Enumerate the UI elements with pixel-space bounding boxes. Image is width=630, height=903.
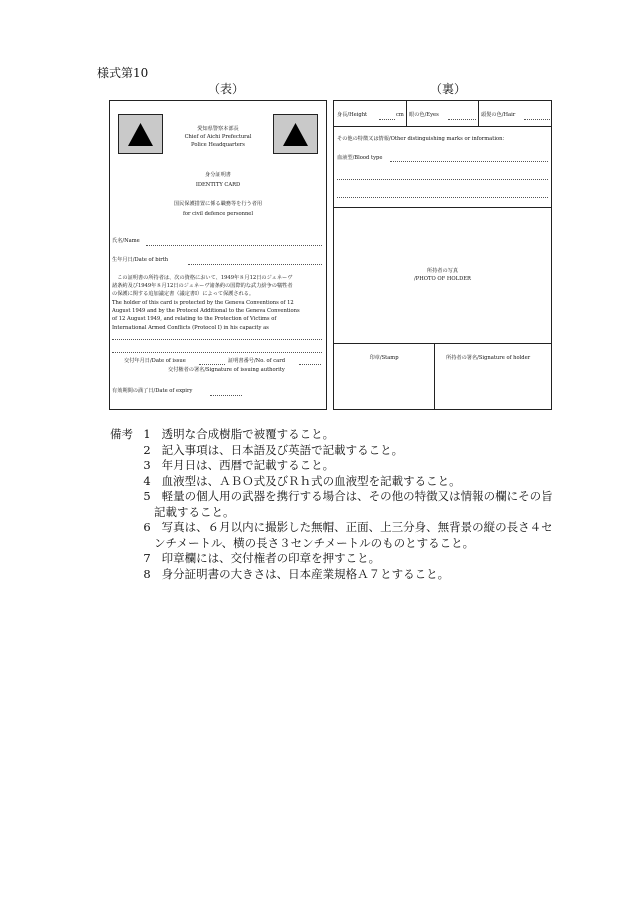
blood-type-field[interactable] (390, 161, 548, 162)
note-item-7: 7 印章欄には、交付権者の印章を押すこと。 (143, 551, 381, 565)
photo-label-ja: 所持者の写真 (426, 268, 459, 274)
issuer-en-1: Chief of Aichi Prefectural (184, 134, 252, 140)
divider (406, 101, 407, 126)
card-subtitle-ja: 国民保護措置に係る職務等を行う者用 (173, 201, 263, 207)
note-item-5-continued: 記載すること。 (154, 504, 235, 519)
emblem-left (118, 114, 163, 154)
name-label: 氏名/Name (112, 238, 140, 244)
expiry-field[interactable] (210, 395, 242, 396)
note-item-3: 3 年月日は、西暦で記載すること。 (143, 458, 335, 472)
issuer-en-2: Police Headquarters (191, 142, 245, 148)
note-item-2: 2 記入事項は、日本語及び英語で記載すること。 (143, 442, 404, 457)
divider (334, 126, 551, 127)
body-ja-line-1: この証明書の所持者は、次の資格において、1949年８月12日のジュネーヴ (112, 275, 293, 281)
card-back (333, 100, 552, 410)
body-ja-line-3: の保護に関する追加議定書（議定書Ⅰ）によって保護される。 (112, 291, 255, 297)
issuer-signature-label: 交付権者の署名/Signature of issuing authority (168, 367, 285, 373)
capacity-line-1[interactable] (112, 339, 322, 340)
issue-date-field[interactable] (199, 364, 225, 365)
photo-label-en: /PHOTO OF HOLDER (414, 276, 471, 282)
blood-type-label: 血液型/Blood type (337, 155, 383, 161)
body-ja-line-2: 諸条約及び1949年８月12日のジュネーヴ諸条約の国際的な武力紛争の犠牲者 (112, 283, 293, 289)
marks-line-2[interactable] (337, 197, 548, 198)
marks-line-1[interactable] (337, 179, 548, 180)
divider (334, 207, 551, 208)
dob-field[interactable] (188, 264, 322, 265)
issue-date-label: 交付年月日/Date of issue (124, 358, 186, 364)
notes-heading: 備考 (110, 427, 133, 441)
front-side-label: （表） (208, 82, 245, 96)
back-side-label: （裏） (430, 82, 467, 96)
form-number: 様式第10 (97, 66, 149, 80)
triangle-emblem-icon (119, 115, 162, 153)
height-label: 身長/Height (337, 112, 368, 118)
card-number-field[interactable] (299, 364, 321, 365)
body-en-line-1: The holder of this card is protected by the Geneva Conventions of 12 (112, 300, 294, 306)
note-item-6: 6 写真は、６月以内に撮影した無帽、正面、上三分身、無背景の縦の長さ４セ (143, 520, 553, 534)
card-subtitle-en: for civil defence personnel (182, 211, 254, 217)
name-field[interactable] (146, 245, 322, 246)
eyes-field[interactable] (448, 119, 476, 120)
notes-section (110, 427, 600, 587)
card-title-en: IDENTITY CARD (195, 182, 241, 188)
note-item-5: 5 軽量の個人用の武器を携行する場合は、その他の特徴又は情報の欄にその旨 (143, 489, 553, 503)
expiry-label: 有効期間の満了日/Date of expiry (112, 388, 193, 394)
card-front (109, 100, 327, 410)
height-unit: cm (396, 112, 404, 118)
height-field[interactable] (379, 119, 395, 120)
emblem-right (273, 114, 318, 154)
triangle-emblem-icon (274, 115, 317, 153)
body-en-line-4: International Armed Conflicts (Protocol I) in his capacity as (112, 325, 269, 331)
eyes-label: 眼の色/Eyes (409, 112, 439, 118)
stamp-label: 印章/Stamp (369, 355, 399, 361)
capacity-line-2[interactable] (112, 352, 322, 353)
card-title-ja: 身分証明書 (205, 172, 231, 178)
dob-label: 生年月日/Date of birth (112, 257, 169, 263)
note-item-4: 4 血液型は、ＡＢＯ式及びＲｈ式の血液型を記載すること。 (143, 473, 461, 488)
divider (434, 343, 435, 409)
divider (478, 101, 479, 126)
note-item-8: 8 身分証明書の大きさは、日本産業規格Ａ７とすること。 (143, 566, 450, 581)
body-en-line-2: August 1949 and by the Protocol Additional to the Geneva Conventions (112, 308, 300, 314)
holder-signature-label: 所持者の署名/Signature of holder (446, 355, 531, 361)
body-en-line-3: of 12 August 1949, and relating to the Protection of Victims of (112, 316, 277, 322)
issuer-ja: 愛知県警察本部長 (197, 126, 239, 132)
hair-label: 頭髪の色/Hair (481, 112, 516, 118)
hair-field[interactable] (524, 119, 550, 120)
card-number-label: 証明書番号/No. of card (228, 358, 286, 364)
divider (334, 343, 551, 344)
note-item-1: 1 透明な合成樹脂で被覆すること。 (143, 427, 335, 441)
marks-label: その他の特徴又は情報/Other distinguishing marks or information： (337, 136, 508, 142)
note-item-6-continued: ンチメートル、横の長さ３センチメートルのものとすること。 (154, 535, 475, 550)
